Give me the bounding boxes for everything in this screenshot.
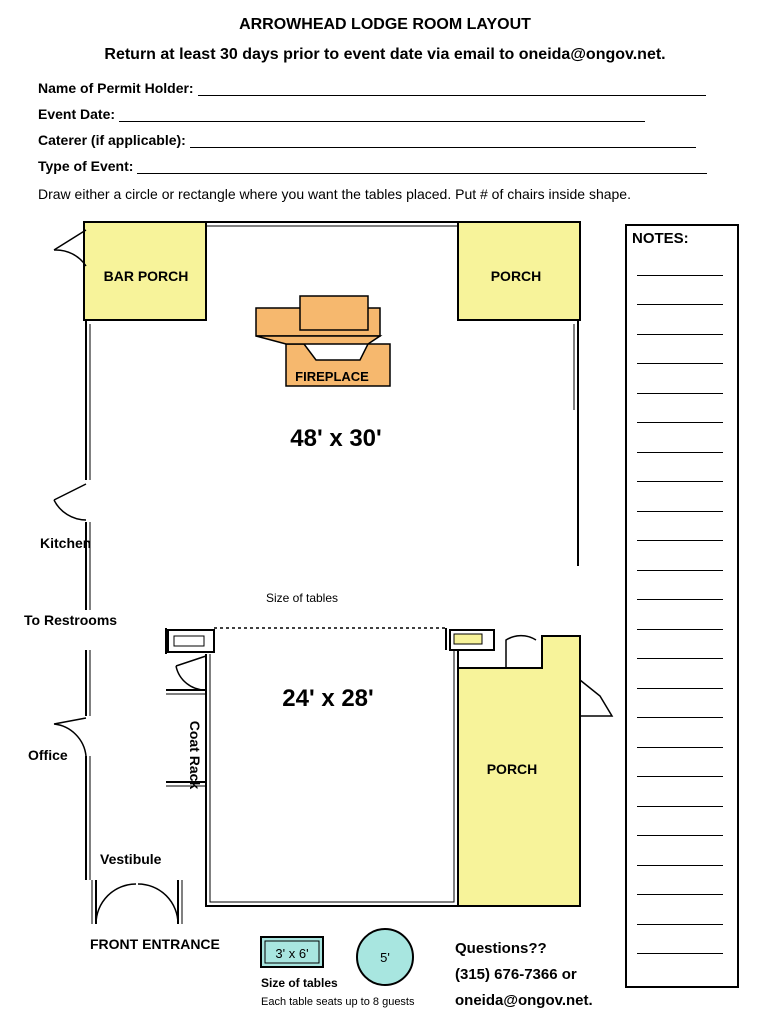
porch-top-label: PORCH bbox=[490, 268, 542, 284]
note-line[interactable] bbox=[637, 540, 723, 541]
legend-seats-note: Each table seats up to 8 guests bbox=[261, 996, 415, 1008]
event-type-label: Type of Event: bbox=[38, 158, 134, 174]
note-line[interactable] bbox=[637, 747, 723, 748]
note-line[interactable] bbox=[637, 688, 723, 689]
note-line[interactable] bbox=[637, 452, 723, 453]
note-line[interactable] bbox=[637, 481, 723, 482]
note-line[interactable] bbox=[637, 865, 723, 866]
front-entrance-label: FRONT ENTRANCE bbox=[90, 936, 220, 952]
office-label: Office bbox=[28, 747, 68, 763]
note-line[interactable] bbox=[637, 393, 723, 394]
note-line[interactable] bbox=[637, 806, 723, 807]
contact-email[interactable]: oneida@ongov.net. bbox=[455, 992, 593, 1009]
notes-box bbox=[625, 224, 739, 988]
fireplace-label: FIREPLACE bbox=[295, 369, 369, 384]
caterer-label: Caterer (if applicable): bbox=[38, 132, 186, 148]
page-subtitle: Return at least 30 days prior to event date via email to oneida@ongov.net. bbox=[104, 46, 666, 63]
restrooms-label: To Restrooms bbox=[24, 612, 118, 628]
cabinet-left bbox=[168, 630, 214, 652]
note-line[interactable] bbox=[637, 776, 723, 777]
contact-phone: (315) 676-7366 or bbox=[455, 966, 577, 983]
note-line[interactable] bbox=[637, 599, 723, 600]
note-line[interactable] bbox=[637, 511, 723, 512]
note-line[interactable] bbox=[637, 422, 723, 423]
bar-porch-label: BAR PORCH bbox=[103, 268, 189, 284]
note-line[interactable] bbox=[637, 629, 723, 630]
contact-block bbox=[455, 936, 593, 1014]
size-of-tables-label: Size of tables bbox=[265, 591, 339, 605]
note-line[interactable] bbox=[637, 835, 723, 836]
page-title: ARROWHEAD LODGE ROOM LAYOUT bbox=[239, 16, 531, 33]
legend-size-label: Size of tables bbox=[261, 976, 338, 990]
note-line[interactable] bbox=[637, 894, 723, 895]
note-line[interactable] bbox=[637, 570, 723, 571]
note-line[interactable] bbox=[637, 924, 723, 925]
second-room-size: 24' x 28' bbox=[282, 685, 374, 712]
questions-label: Questions?? bbox=[455, 940, 547, 957]
note-line[interactable] bbox=[637, 363, 723, 364]
note-line[interactable] bbox=[637, 953, 723, 954]
instructions-text: Draw either a circle or rectangle where you want the tables placed. Put # of chairs inside shape. bbox=[38, 186, 631, 202]
second-room-walls bbox=[86, 650, 458, 924]
main-room-size: 48' x 30' bbox=[290, 425, 382, 452]
coat-rack-label: Coat Rack bbox=[187, 720, 203, 790]
permit-holder-label: Name of Permit Holder: bbox=[38, 80, 194, 96]
note-line[interactable] bbox=[637, 304, 723, 305]
notes-title: NOTES: bbox=[632, 230, 689, 247]
note-line[interactable] bbox=[637, 275, 723, 276]
kitchen-label: Kitchen bbox=[40, 535, 92, 551]
round-table-size: 5' bbox=[380, 950, 390, 965]
vestibule-label: Vestibule bbox=[100, 851, 162, 867]
note-line[interactable] bbox=[637, 717, 723, 718]
note-line[interactable] bbox=[637, 658, 723, 659]
porch-right-label: PORCH bbox=[486, 761, 538, 777]
event-date-label: Event Date: bbox=[38, 106, 116, 122]
note-line[interactable] bbox=[637, 334, 723, 335]
rect-table-size: 3' x 6' bbox=[275, 946, 309, 961]
